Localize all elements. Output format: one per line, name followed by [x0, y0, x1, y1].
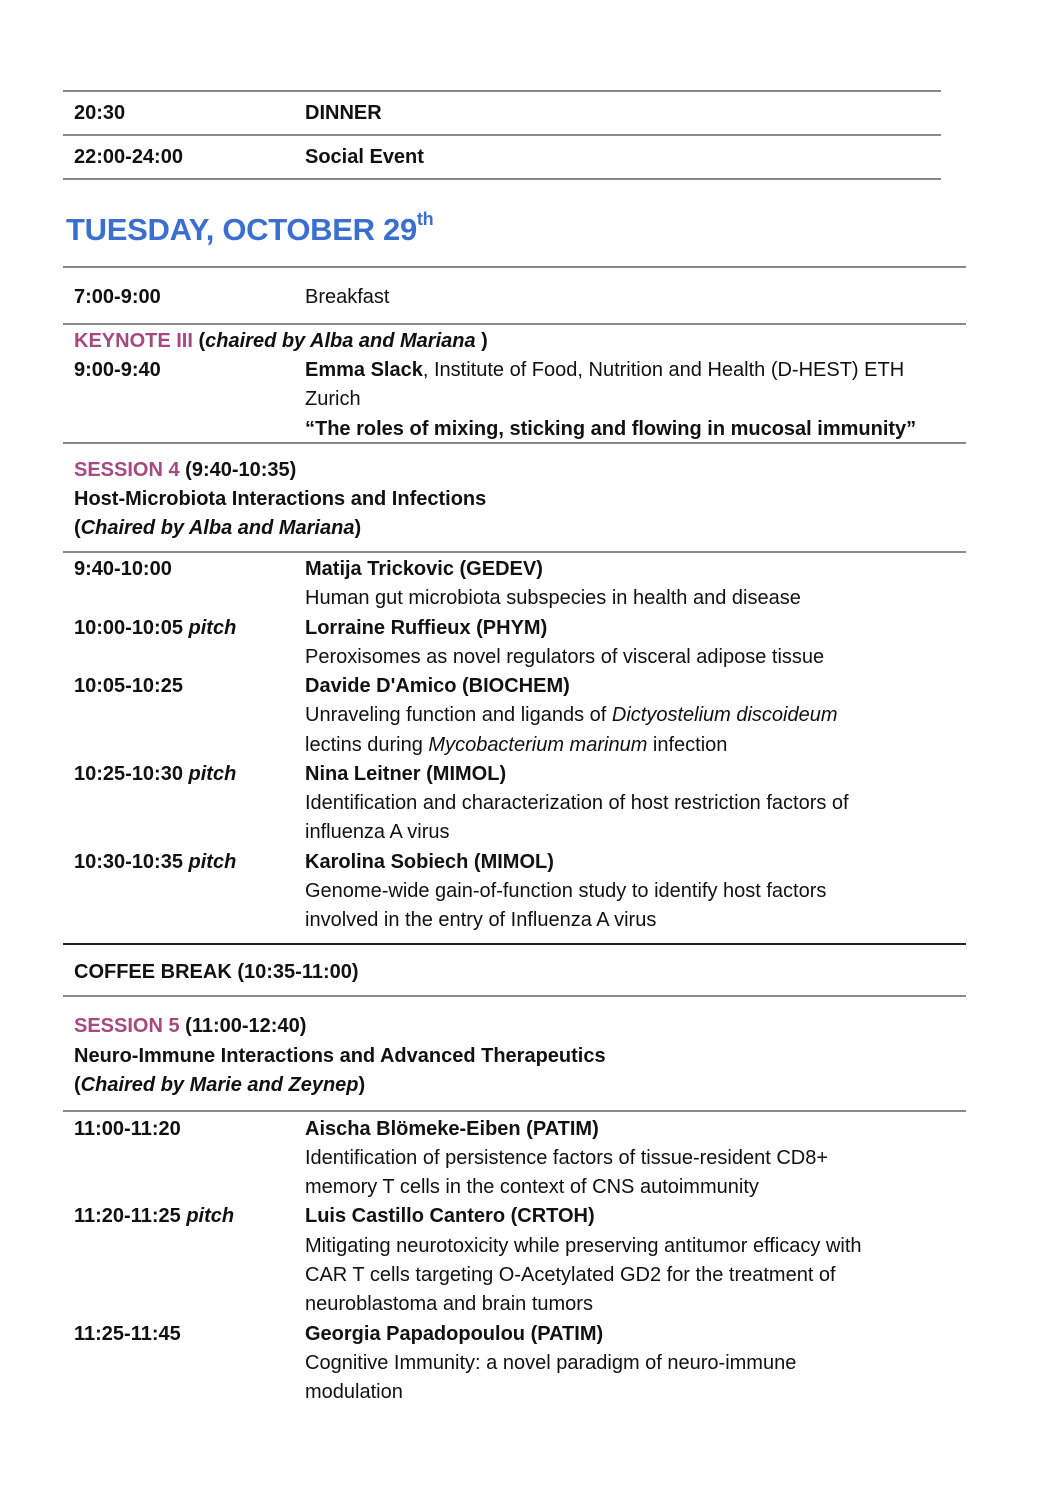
session5-title: Neuro-Immune Interactions and Advanced Therapeutics: [74, 1045, 606, 1067]
session5-time: (11:00-12:40): [179, 1015, 307, 1037]
talk-speaker: Matija Trickovic (GEDEV): [305, 558, 543, 580]
talk-time: 11:25-11:45: [74, 1323, 181, 1345]
row-event: Social Event: [305, 145, 424, 168]
talk-time: 11:20-11:25 pitch: [74, 1205, 235, 1227]
pitch-tag: pitch: [186, 1205, 235, 1227]
talk-speaker: Nina Leitner (MIMOL): [305, 763, 507, 785]
talk-time: 10:30-10:35 pitch: [74, 851, 237, 873]
talk-speaker: Georgia Papadopoulou (PATIM): [305, 1323, 604, 1345]
divider: [63, 323, 966, 325]
talk-title: Mitigating neurotoxicity while preserving antitumor efficacy with: [305, 1235, 862, 1257]
keynote-label: KEYNOTE III: [74, 330, 193, 352]
breakfast-label: Breakfast: [305, 286, 390, 308]
row-event: DINNER: [305, 101, 382, 124]
session4-header: [74, 456, 296, 485]
talk-speaker: Aischa Blömeke-Eiben (PATIM): [305, 1118, 599, 1140]
evening-schedule-table: [63, 90, 941, 180]
divider: [63, 551, 966, 553]
talk-time: 10:05-10:25: [74, 675, 183, 697]
breakfast-time: 7:00-9:00: [74, 286, 161, 308]
divider: [63, 1110, 966, 1112]
talk-title: Identification and characterization of host restriction factors of: [305, 792, 849, 814]
coffee-break: COFFEE BREAK (10:35-11:00): [74, 961, 359, 983]
keynote-speaker: Emma Slack: [305, 359, 423, 381]
session4-label: SESSION 4: [74, 459, 180, 481]
keynote-talk-title: “The roles of mixing, sticking and flowing in mucosal immunity”: [305, 418, 917, 440]
talk-title-cont: modulation: [305, 1381, 403, 1403]
talk-speaker: Davide D'Amico (BIOCHEM): [305, 675, 570, 697]
pitch-tag: pitch: [188, 763, 237, 785]
keynote-chair: chaired by Alba and Mariana: [205, 330, 476, 352]
keynote-header: KEYNOTE III (chaired by Alba and Mariana ): [74, 330, 488, 352]
row-time: 22:00-24:00: [74, 145, 183, 168]
talk-speaker: Lorraine Ruffieux (PHYM): [305, 617, 548, 639]
talk-time: 10:00-10:05 pitch: [74, 617, 237, 639]
talk-speaker: Karolina Sobiech (MIMOL): [305, 851, 554, 873]
session4-time: (9:40-10:35): [179, 459, 297, 481]
day-heading: [66, 208, 434, 248]
keynote-affiliation: Zurich: [305, 388, 361, 410]
talk-time: 9:40-10:00: [74, 558, 172, 580]
divider: [63, 266, 966, 268]
schedule-row-social: [63, 134, 941, 180]
talk-time: 10:25-10:30 pitch: [74, 763, 237, 785]
session5-label: SESSION 5: [74, 1015, 180, 1037]
divider: [63, 943, 966, 945]
session5-chairs: (Chaired by Marie and Zeynep): [74, 1074, 366, 1096]
talk-title: Peroxisomes as novel regulators of visceral adipose tissue: [305, 646, 825, 668]
day-suffix: th: [416, 208, 434, 229]
talk-title: Identification of persistence factors of tissue-resident CD8+: [305, 1147, 829, 1169]
keynote-time: 9:00-9:40: [74, 359, 161, 381]
day-title: TUESDAY, OCTOBER 29: [66, 212, 417, 247]
talk-title: Human gut microbiota subspecies in health and disease: [305, 587, 801, 609]
session5-header: [74, 1012, 306, 1041]
talk-speaker: Luis Castillo Cantero (CRTOH): [305, 1205, 595, 1227]
talk-title-cont: influenza A virus: [305, 821, 450, 843]
row-time: 20:30: [74, 101, 126, 124]
talk-title-cont: neuroblastoma and brain tumors: [305, 1293, 593, 1315]
keynote-speaker-line: Emma Slack, Institute of Food, Nutrition and Health (D-HEST) ETH: [305, 359, 905, 381]
talk-title: Genome-wide gain-of-function study to identify host factors: [305, 880, 827, 902]
pitch-tag: pitch: [188, 851, 237, 873]
talk-title: Unraveling function and ligands of Dictyostelium discoideum: [305, 704, 838, 726]
talk-title-cont: CAR T cells targeting O-Acetylated GD2 for the treatment of: [305, 1264, 836, 1286]
talk-title-cont: involved in the entry of Influenza A virus: [305, 909, 657, 931]
divider: [63, 442, 966, 444]
session4-title: Host-Microbiota Interactions and Infections: [74, 488, 487, 510]
pitch-tag: pitch: [188, 617, 237, 639]
talk-title: Cognitive Immunity: a novel paradigm of neuro-immune: [305, 1352, 797, 1374]
talk-title-cont: lectins during Mycobacterium marinum infection: [305, 734, 728, 756]
talk-title-cont: memory T cells in the context of CNS autoimmunity: [305, 1176, 759, 1198]
divider: [63, 995, 966, 997]
session4-chairs: (Chaired by Alba and Mariana): [74, 517, 362, 539]
talk-time: 11:00-11:20: [74, 1118, 181, 1140]
schedule-row-dinner: [63, 90, 941, 134]
